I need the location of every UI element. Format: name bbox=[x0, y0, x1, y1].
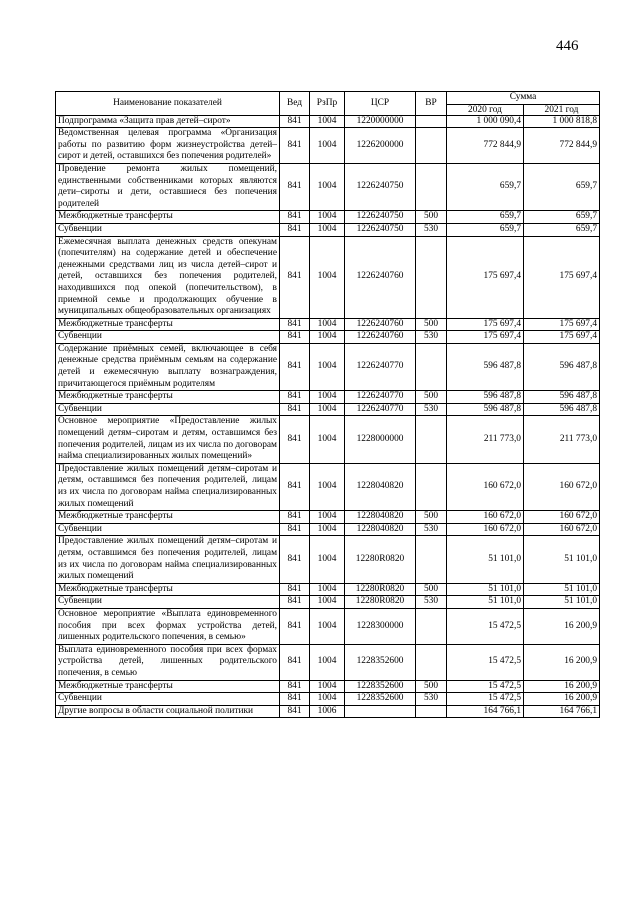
cell-vr: 500 bbox=[416, 211, 447, 224]
cell-2021: 160 672,0 bbox=[524, 523, 600, 536]
cell-2021: 211 773,0 bbox=[524, 416, 600, 463]
table-row bbox=[56, 223, 600, 236]
cell-csr: 1220000000 bbox=[345, 115, 416, 128]
cell-2021: 16 200,9 bbox=[524, 608, 600, 644]
cell-ved: 841 bbox=[280, 403, 310, 416]
cell-ved: 841 bbox=[280, 236, 310, 318]
cell-ved: 841 bbox=[280, 331, 310, 344]
cell-csr: 1226240770 bbox=[345, 403, 416, 416]
cell-csr: 1226240770 bbox=[345, 391, 416, 404]
table-row bbox=[56, 511, 600, 524]
cell-vr: 530 bbox=[416, 596, 447, 609]
table-row bbox=[56, 608, 600, 644]
cell-csr: 1226240750 bbox=[345, 211, 416, 224]
cell-ved: 841 bbox=[280, 511, 310, 524]
cell-ved: 841 bbox=[280, 583, 310, 596]
cell-name: Субвенции bbox=[56, 523, 280, 536]
cell-2020: 160 672,0 bbox=[447, 523, 524, 536]
cell-rzpr: 1004 bbox=[310, 223, 345, 236]
cell-vr: 500 bbox=[416, 391, 447, 404]
cell-rzpr: 1004 bbox=[310, 511, 345, 524]
table-row bbox=[56, 403, 600, 416]
table-row bbox=[56, 416, 600, 463]
cell-2021: 51 101,0 bbox=[524, 596, 600, 609]
cell-2020: 659,7 bbox=[447, 223, 524, 236]
cell-2021: 164 766,1 bbox=[524, 705, 600, 718]
cell-vr bbox=[416, 608, 447, 644]
table-row bbox=[56, 705, 600, 718]
cell-vr bbox=[416, 463, 447, 510]
cell-rzpr: 1004 bbox=[310, 163, 345, 210]
cell-name: Подпрограмма «Защита прав детей–сирот» bbox=[56, 115, 280, 128]
cell-csr: 1226240760 bbox=[345, 318, 416, 331]
cell-vr: 500 bbox=[416, 511, 447, 524]
cell-2020: 596 487,8 bbox=[447, 391, 524, 404]
cell-2020: 15 472,5 bbox=[447, 693, 524, 706]
cell-name: Выплата единовременного пособия при всех формах устройства детей, лишенных родительского попечения, в семью bbox=[56, 644, 280, 680]
cell-rzpr: 1004 bbox=[310, 680, 345, 693]
header-csr: ЦСР bbox=[345, 92, 416, 116]
cell-2021: 596 487,8 bbox=[524, 343, 600, 390]
cell-name: Другие вопросы в области социальной политики bbox=[56, 705, 280, 718]
cell-name: Содержание приёмных семей, включающее в себя денежные средства приёмным семьям на содержание детей и ежемесячную выплату вознаграждения, причитающегося приёмным родителям bbox=[56, 343, 280, 390]
cell-rzpr: 1004 bbox=[310, 318, 345, 331]
cell-rzpr: 1004 bbox=[310, 403, 345, 416]
table-row bbox=[56, 536, 600, 583]
cell-ved: 841 bbox=[280, 211, 310, 224]
cell-rzpr: 1004 bbox=[310, 331, 345, 344]
cell-vr bbox=[416, 115, 447, 128]
cell-2020: 15 472,5 bbox=[447, 644, 524, 680]
table-row bbox=[56, 318, 600, 331]
cell-name: Субвенции bbox=[56, 223, 280, 236]
cell-2020: 175 697,4 bbox=[447, 318, 524, 331]
cell-name: Субвенции bbox=[56, 403, 280, 416]
cell-2021: 160 672,0 bbox=[524, 463, 600, 510]
cell-vr: 500 bbox=[416, 680, 447, 693]
cell-name: Межбюджетные трансферты bbox=[56, 391, 280, 404]
table-row bbox=[56, 128, 600, 164]
cell-csr bbox=[345, 705, 416, 718]
cell-2021: 659,7 bbox=[524, 211, 600, 224]
cell-ved: 841 bbox=[280, 318, 310, 331]
cell-name: Межбюджетные трансферты bbox=[56, 511, 280, 524]
cell-csr: 1226200000 bbox=[345, 128, 416, 164]
cell-ved: 841 bbox=[280, 343, 310, 390]
header-ved: Вед bbox=[280, 92, 310, 116]
cell-csr: 12280R0820 bbox=[345, 583, 416, 596]
cell-name: Межбюджетные трансферты bbox=[56, 318, 280, 331]
cell-vr bbox=[416, 163, 447, 210]
table-body bbox=[56, 115, 600, 718]
cell-2020: 51 101,0 bbox=[447, 536, 524, 583]
cell-2020: 175 697,4 bbox=[447, 236, 524, 318]
cell-csr: 1228352600 bbox=[345, 680, 416, 693]
cell-vr: 530 bbox=[416, 523, 447, 536]
cell-ved: 841 bbox=[280, 128, 310, 164]
cell-ved: 841 bbox=[280, 644, 310, 680]
cell-name: Межбюджетные трансферты bbox=[56, 211, 280, 224]
cell-csr: 1228040820 bbox=[345, 523, 416, 536]
cell-vr: 530 bbox=[416, 223, 447, 236]
cell-2021: 659,7 bbox=[524, 163, 600, 210]
table-row bbox=[56, 596, 600, 609]
cell-2021: 175 697,4 bbox=[524, 331, 600, 344]
cell-ved: 841 bbox=[280, 115, 310, 128]
cell-rzpr: 1004 bbox=[310, 463, 345, 510]
cell-name: Межбюджетные трансферты bbox=[56, 583, 280, 596]
cell-vr: 530 bbox=[416, 331, 447, 344]
cell-ved: 841 bbox=[280, 693, 310, 706]
cell-2020: 659,7 bbox=[447, 211, 524, 224]
cell-ved: 841 bbox=[280, 416, 310, 463]
cell-csr: 12280R0820 bbox=[345, 596, 416, 609]
cell-name: Субвенции bbox=[56, 596, 280, 609]
table-row bbox=[56, 693, 600, 706]
cell-2020: 659,7 bbox=[447, 163, 524, 210]
cell-rzpr: 1004 bbox=[310, 391, 345, 404]
cell-2021: 1 000 818,8 bbox=[524, 115, 600, 128]
cell-rzpr: 1004 bbox=[310, 236, 345, 318]
cell-ved: 841 bbox=[280, 536, 310, 583]
cell-ved: 841 bbox=[280, 680, 310, 693]
table-row bbox=[56, 211, 600, 224]
cell-ved: 841 bbox=[280, 705, 310, 718]
cell-2021: 16 200,9 bbox=[524, 680, 600, 693]
cell-name: Предоставление жилых помещений детям–сиротам и детям, оставшимся без попечения родителей, лицам из их числа по договорам найма специализированных жилых помещений bbox=[56, 463, 280, 510]
header-vr: ВР bbox=[416, 92, 447, 116]
cell-csr: 1228000000 bbox=[345, 416, 416, 463]
cell-rzpr: 1004 bbox=[310, 343, 345, 390]
table-row bbox=[56, 583, 600, 596]
cell-2021: 16 200,9 bbox=[524, 693, 600, 706]
cell-2020: 51 101,0 bbox=[447, 596, 524, 609]
cell-rzpr: 1004 bbox=[310, 211, 345, 224]
cell-rzpr: 1004 bbox=[310, 416, 345, 463]
header-name: Наименование показателей bbox=[56, 92, 280, 116]
cell-2020: 15 472,5 bbox=[447, 680, 524, 693]
cell-rzpr: 1004 bbox=[310, 693, 345, 706]
cell-rzpr: 1004 bbox=[310, 596, 345, 609]
cell-2021: 596 487,8 bbox=[524, 403, 600, 416]
cell-ved: 841 bbox=[280, 223, 310, 236]
cell-vr bbox=[416, 536, 447, 583]
table-row bbox=[56, 163, 600, 210]
cell-ved: 841 bbox=[280, 463, 310, 510]
cell-csr: 1226240750 bbox=[345, 223, 416, 236]
cell-rzpr: 1004 bbox=[310, 583, 345, 596]
cell-2020: 596 487,8 bbox=[447, 403, 524, 416]
cell-2021: 51 101,0 bbox=[524, 536, 600, 583]
cell-2020: 160 672,0 bbox=[447, 511, 524, 524]
cell-rzpr: 1006 bbox=[310, 705, 345, 718]
cell-2021: 772 844,9 bbox=[524, 128, 600, 164]
cell-ved: 841 bbox=[280, 391, 310, 404]
cell-2020: 772 844,9 bbox=[447, 128, 524, 164]
cell-csr: 1228040820 bbox=[345, 511, 416, 524]
cell-vr bbox=[416, 343, 447, 390]
cell-2021: 659,7 bbox=[524, 223, 600, 236]
cell-2021: 51 101,0 bbox=[524, 583, 600, 596]
header-2021: 2021 год bbox=[524, 104, 600, 115]
table-row bbox=[56, 644, 600, 680]
table-row bbox=[56, 523, 600, 536]
table-row bbox=[56, 331, 600, 344]
cell-csr: 1228352600 bbox=[345, 644, 416, 680]
cell-ved: 841 bbox=[280, 596, 310, 609]
cell-2020: 164 766,1 bbox=[447, 705, 524, 718]
cell-csr: 1226240760 bbox=[345, 331, 416, 344]
cell-name: Основное мероприятие «Предоставление жилых помещений детям–сиротам и детям, оставшимся без попечения родителей, лицам из их числа по договорам найма специализированных жилых помещений» bbox=[56, 416, 280, 463]
header-sum: Сумма bbox=[447, 92, 600, 105]
cell-csr: 1228352600 bbox=[345, 693, 416, 706]
cell-2020: 51 101,0 bbox=[447, 583, 524, 596]
cell-2020: 596 487,8 bbox=[447, 343, 524, 390]
table-row bbox=[56, 680, 600, 693]
cell-vr bbox=[416, 236, 447, 318]
cell-vr: 500 bbox=[416, 583, 447, 596]
cell-2020: 211 773,0 bbox=[447, 416, 524, 463]
cell-rzpr: 1004 bbox=[310, 536, 345, 583]
cell-vr: 500 bbox=[416, 318, 447, 331]
cell-vr bbox=[416, 128, 447, 164]
cell-rzpr: 1004 bbox=[310, 644, 345, 680]
cell-ved: 841 bbox=[280, 608, 310, 644]
cell-name: Межбюджетные трансферты bbox=[56, 680, 280, 693]
table-row bbox=[56, 343, 600, 390]
cell-rzpr: 1004 bbox=[310, 128, 345, 164]
cell-rzpr: 1004 bbox=[310, 115, 345, 128]
budget-table bbox=[55, 91, 600, 718]
table-row bbox=[56, 236, 600, 318]
cell-name: Предоставление жилых помещений детям–сиротам и детям, оставшимся без попечения родителей, лицам из их числа по договорам найма специализированных жилых помещений bbox=[56, 536, 280, 583]
cell-csr: 1226240760 bbox=[345, 236, 416, 318]
cell-name: Субвенции bbox=[56, 693, 280, 706]
table-row bbox=[56, 463, 600, 510]
cell-rzpr: 1004 bbox=[310, 608, 345, 644]
cell-csr: 1228040820 bbox=[345, 463, 416, 510]
cell-vr: 530 bbox=[416, 693, 447, 706]
cell-name: Основное мероприятие «Выплата единовременного пособия при всех формах устройства детей, лишенных родительского попечения, в семью» bbox=[56, 608, 280, 644]
table-row bbox=[56, 115, 600, 128]
table-row bbox=[56, 391, 600, 404]
cell-name: Ежемесячная выплата денежных средств опекунам (попечителям) на содержание детей и обеспечение денежными средствами лиц из числа детей–сирот и детей, оставшихся без попечения родителей, находившихся под опекой (попечительством), в приемной семье и продолжающих обучение в муниципальных общеобразовательных организациях bbox=[56, 236, 280, 318]
cell-csr: 12280R0820 bbox=[345, 536, 416, 583]
cell-name: Ведомственная целевая программа «Организация работы по развитию форм жизнеустройства детей–сирот и детей, оставшихся без попечения родителей» bbox=[56, 128, 280, 164]
header-2020: 2020 год bbox=[447, 104, 524, 115]
cell-vr bbox=[416, 644, 447, 680]
cell-vr bbox=[416, 705, 447, 718]
cell-2020: 15 472,5 bbox=[447, 608, 524, 644]
cell-2021: 160 672,0 bbox=[524, 511, 600, 524]
cell-2020: 160 672,0 bbox=[447, 463, 524, 510]
cell-csr: 1226240770 bbox=[345, 343, 416, 390]
cell-rzpr: 1004 bbox=[310, 523, 345, 536]
cell-2021: 16 200,9 bbox=[524, 644, 600, 680]
cell-ved: 841 bbox=[280, 523, 310, 536]
cell-name: Проведение ремонта жилых помещений, единственными собственниками которых являются дети–сироты и дети, оставшиеся без попечения родителей bbox=[56, 163, 280, 210]
cell-name: Субвенции bbox=[56, 331, 280, 344]
cell-2020: 175 697,4 bbox=[447, 331, 524, 344]
cell-vr bbox=[416, 416, 447, 463]
cell-ved: 841 bbox=[280, 163, 310, 210]
cell-2021: 175 697,4 bbox=[524, 236, 600, 318]
cell-2021: 596 487,8 bbox=[524, 391, 600, 404]
page-number: 446 bbox=[556, 38, 579, 54]
cell-2020: 1 000 090,4 bbox=[447, 115, 524, 128]
cell-2021: 175 697,4 bbox=[524, 318, 600, 331]
cell-csr: 1226240750 bbox=[345, 163, 416, 210]
cell-csr: 1228300000 bbox=[345, 608, 416, 644]
cell-vr: 530 bbox=[416, 403, 447, 416]
header-rzpr: РзПр bbox=[310, 92, 345, 116]
